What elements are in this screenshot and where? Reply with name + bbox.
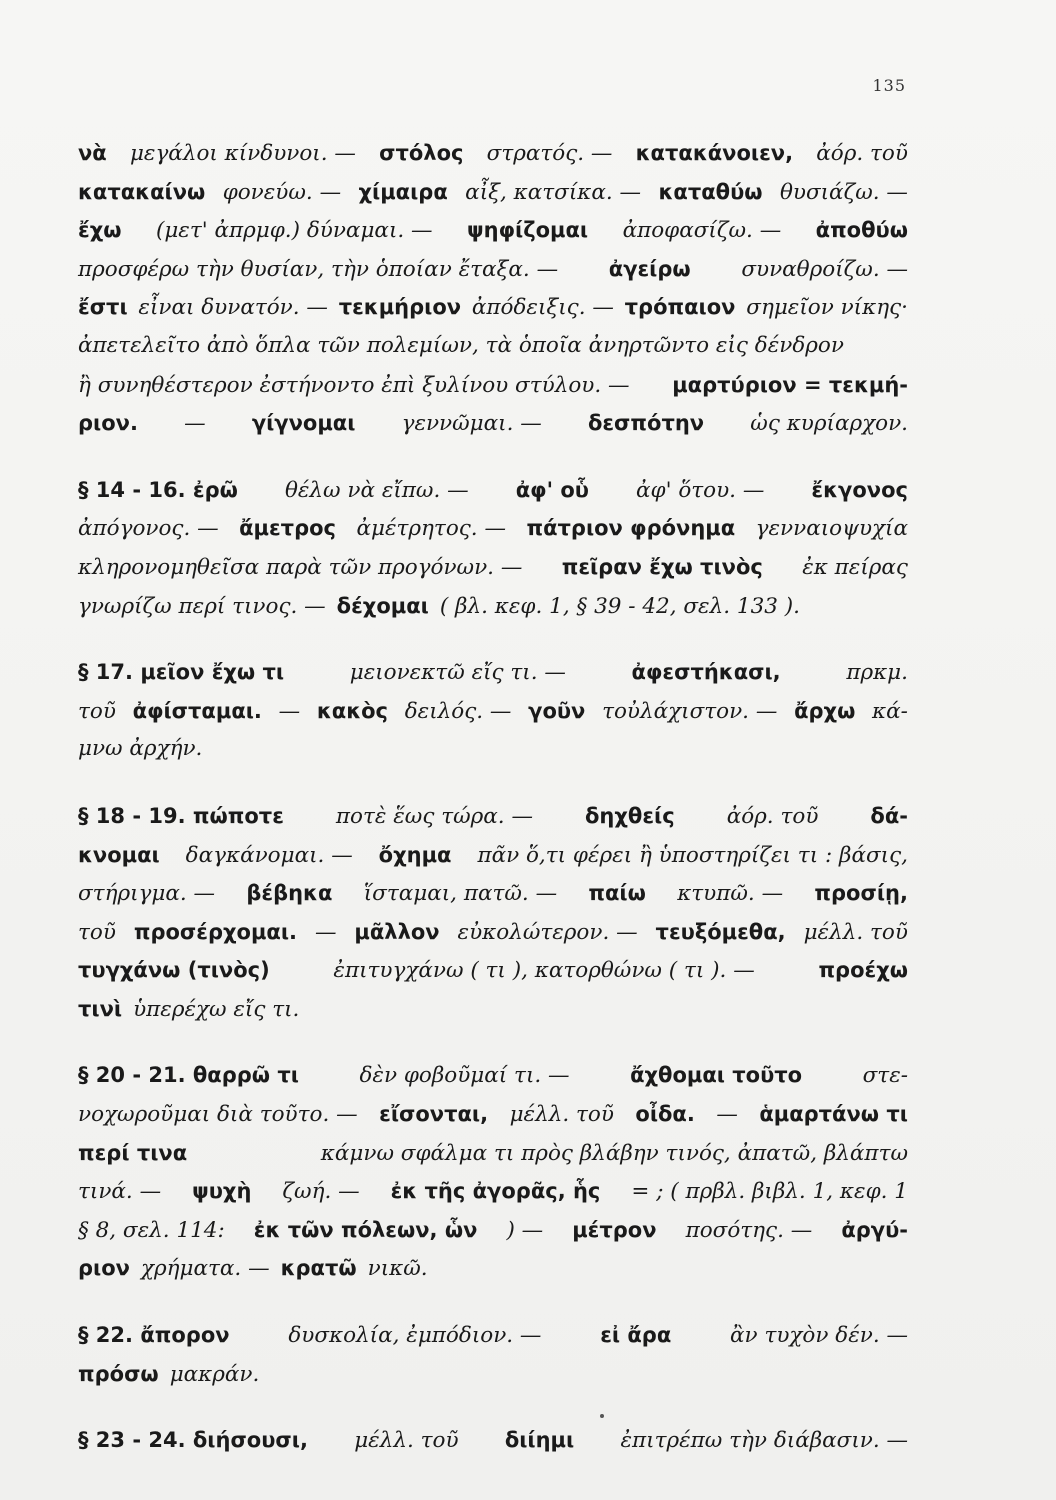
lemma-term: οἶδα. <box>635 1102 695 1127</box>
paragraph-gap <box>78 1028 908 1056</box>
text-line <box>78 797 908 836</box>
definition-text: πᾶν ὅ,τι φέρει ἢ ὑποστηρίζει τι : βάσις, <box>477 842 908 868</box>
definition-text: = ; ( πρβλ. βιβλ. 1, κεφ. 1 <box>631 1179 908 1205</box>
lemma-term: παίω <box>588 881 646 906</box>
definition-text: δὲν φοβοῦμαί τι. — <box>359 1063 570 1089</box>
text-line <box>78 1421 908 1460</box>
text-line <box>78 509 908 548</box>
paragraph-gap <box>78 443 908 471</box>
definition-text: κτυπῶ. — <box>677 881 784 907</box>
text-line <box>78 471 908 510</box>
definition-text: (μετ' ἀπρμφ.) δύναμαι. — <box>155 218 433 244</box>
lemma-term: § 18 - 19. πώποτε <box>78 803 284 828</box>
definition-text: ἀπόδειξις. — <box>471 295 614 321</box>
definition-text: — <box>314 919 337 945</box>
definition-text: χρήματα. — <box>140 1256 270 1282</box>
definition-text: ἀόρ. τοῦ <box>816 141 908 166</box>
lemma-term: κατακάνοιεν, <box>635 141 794 165</box>
glossary-text <box>78 134 908 1460</box>
text-line <box>78 404 908 443</box>
definition-text: μέλλ. τοῦ <box>509 1102 614 1128</box>
lemma-term: ἔχω <box>78 218 122 243</box>
definition-text: ἐκ πείρας <box>802 554 908 580</box>
text-line <box>78 1211 908 1250</box>
lemma-term: δά- <box>870 803 908 828</box>
lemma-term: δέχομαι <box>336 593 429 618</box>
text-line <box>78 1134 908 1173</box>
lemma-term: περί τινα <box>78 1140 188 1165</box>
definition-text: — <box>184 411 206 437</box>
definition-text: σημεῖον νίκης· <box>746 295 908 321</box>
definition-text: ἀπετελεῖτο ἀπὸ ὅπλα τῶν πολεμίων, τὰ ὁποῖα ἀνηρτῶντο εἰς δένδρον <box>78 332 844 358</box>
lemma-term: τεκμήριον <box>338 295 462 320</box>
definition-text: στρατός. — <box>486 141 613 166</box>
lemma-term: § 17. μεῖον ἔχω τι <box>78 660 285 685</box>
lemma-term: ἀφεστήκασι, <box>631 660 781 685</box>
definition-text: φονεύω. — <box>222 179 342 205</box>
definition-text: μέλλ. τοῦ <box>803 919 908 945</box>
text-line <box>78 211 908 250</box>
definition-text: μεγάλοι κίνδυνοι. — <box>129 141 356 166</box>
text-line <box>78 1355 908 1394</box>
definition-text: ( βλ. κεφ. 1, § 39 - 42, σελ. 133 ). <box>439 593 800 619</box>
definition-text: νοχωροῦμαι διὰ τοῦτο. — <box>78 1102 358 1128</box>
lemma-term: κατακαίνω <box>78 179 206 204</box>
definition-text: — <box>278 698 301 724</box>
text-line <box>78 288 908 327</box>
definition-text: αἶξ, κατσίκα. — <box>465 179 642 205</box>
lemma-term: μαρτύριον = τεκμή- <box>672 372 908 397</box>
definition-text: ὡς κυρίαρχον. <box>750 411 908 437</box>
lemma-term: κνομαι <box>78 842 160 867</box>
lemma-term: ἁμαρτάνω τι <box>759 1102 908 1127</box>
lemma-term: διίημι <box>504 1428 575 1453</box>
lemma-term: § 14 - 16. ἐρῶ <box>78 477 238 502</box>
lemma-term: τευξόμεθα, <box>655 919 786 944</box>
definition-text: στε- <box>862 1063 908 1089</box>
definition-text: γνωρίζω περί τινος. — <box>78 593 326 619</box>
definition-text: δαγκάνομαι. — <box>185 842 353 868</box>
lemma-term: βέβηκα <box>246 881 333 906</box>
text-line <box>78 1316 908 1355</box>
lemma-term: ριον <box>78 1256 130 1281</box>
definition-text: ἀποφασίζω. — <box>622 218 782 244</box>
definition-text: ἀόρ. τοῦ <box>726 803 819 829</box>
text-line <box>78 874 908 913</box>
lemma-term: § 23 - 24. διήσουσι, <box>78 1428 308 1453</box>
text-line <box>78 173 908 212</box>
lemma-term: τυγχάνω (τινὸς) <box>78 958 270 983</box>
text-line <box>78 1172 908 1211</box>
definition-text: ἀπόγονος. — <box>78 516 219 542</box>
lemma-term: προσίῃ, <box>814 881 908 906</box>
definition-text: ἢ συνηθέστερον ἐστήνοντο ἐπὶ ξυλίνου στύλου. — <box>78 372 630 398</box>
lemma-term: προέχω <box>818 958 908 983</box>
lemma-term: ψυχὴ <box>192 1179 252 1204</box>
lemma-term: εἴσονται, <box>379 1102 489 1127</box>
lemma-term: νὰ <box>78 141 107 165</box>
text-line <box>78 134 908 173</box>
definition-text: κληρονομηθεῖσα παρὰ τῶν προγόνων. — <box>78 554 523 580</box>
definition-text: νικῶ. <box>367 1256 428 1282</box>
definition-text: εὐκολώτερον. — <box>457 919 638 945</box>
lemma-term: ἀφ' οὗ <box>515 477 589 502</box>
text-line <box>78 587 908 626</box>
definition-text: ποσότης. — <box>685 1217 813 1243</box>
lemma-term: προσέρχομαι. <box>133 919 298 944</box>
lemma-term: καταθύω <box>658 179 763 204</box>
definition-text: ἵσταμαι, πατῶ. — <box>363 881 558 907</box>
lemma-term: § 20 - 21. θαρρῶ τι <box>78 1063 299 1088</box>
text-line <box>78 1095 908 1134</box>
definition-text: κάμνω σφάλμα τι πρὸς βλάβην τινός, ἀπατῶ, βλάπτω <box>320 1140 908 1166</box>
lemma-term: ἐκ τῶν πόλεων, ὧν <box>253 1217 478 1242</box>
text-line <box>78 250 908 289</box>
definition-text: στήριγμα. — <box>78 881 216 907</box>
lemma-term: ἄμετρος <box>239 516 336 541</box>
definition-text: τοὐλάχιστον. — <box>602 698 778 724</box>
definition-text: μνω ἀρχήν. <box>78 736 203 762</box>
lemma-term: γίγνομαι <box>251 411 356 436</box>
lemma-term: ὄχημα <box>378 842 452 867</box>
lemma-term: ἀποθύω <box>815 218 908 243</box>
definition-text: ἀφ' ὅτου. — <box>636 477 765 503</box>
definition-text: συναθροίζω. — <box>741 256 908 282</box>
lemma-term: πεῖραν ἔχω τινὸς <box>561 554 763 579</box>
lemma-term: κρατῶ <box>280 1256 357 1281</box>
lemma-term: μᾶλλον <box>354 919 440 944</box>
definition-text: τοῦ <box>78 698 116 724</box>
definition-text: ἐπιτυγχάνω ( τι ), κατορθώνω ( τι ). — <box>333 958 755 984</box>
paragraph-gap <box>78 1393 908 1421</box>
lemma-term: ἔστι <box>78 295 128 320</box>
definition-text: προσφέρω τὴν θυσίαν, τὴν ὁποίαν ἔταξα. — <box>78 256 559 282</box>
definition-text: ἀμέτρητος. — <box>356 516 506 542</box>
lemma-term: εἰ ἄρα <box>600 1323 672 1348</box>
paragraph-gap <box>78 1288 908 1316</box>
stray-mark <box>600 1414 604 1418</box>
definition-text: μειονεκτῶ εἴς τι. — <box>349 660 566 686</box>
definition-text: θυσιάζω. — <box>779 179 908 205</box>
text-line <box>78 913 908 952</box>
lemma-term: ψηφίζομαι <box>466 218 589 243</box>
definition-text: ) — <box>506 1217 544 1243</box>
definition-text: — <box>716 1102 738 1128</box>
definition-text: δυσκολία, ἐμπόδιον. — <box>288 1323 542 1349</box>
definition-text: μέλλ. τοῦ <box>354 1428 459 1454</box>
definition-text: εἶναι δυνατόν. — <box>138 295 328 321</box>
lemma-term: χίμαιρα <box>358 179 448 204</box>
lemma-term: ριον. <box>78 411 138 436</box>
definition-text: ὑπερέχω εἴς τι. <box>133 996 300 1022</box>
definition-text: τοῦ <box>78 919 116 945</box>
lemma-term: δεσπότην <box>587 411 705 436</box>
lemma-term: τινὶ <box>78 996 123 1021</box>
text-line <box>78 653 908 692</box>
definition-text: ἂν τυχὸν δέν. — <box>730 1323 908 1349</box>
definition-text: ζωή. — <box>282 1179 360 1205</box>
lemma-term: ἄρχω <box>794 698 856 723</box>
text-line <box>78 692 908 731</box>
definition-text: § 8, σελ. 114: <box>78 1217 225 1243</box>
page-number: 135 <box>872 76 906 95</box>
lemma-term: γοῦν <box>528 698 586 723</box>
definition-text: δειλός. — <box>404 698 512 724</box>
text-line <box>78 1056 908 1095</box>
text-line <box>78 548 908 587</box>
lemma-term: ἔκγονος <box>811 477 908 502</box>
paragraph-gap <box>78 769 908 797</box>
lemma-term: κακὸς <box>316 698 388 723</box>
text-line <box>78 327 908 366</box>
definition-text: γενναιοψυχία <box>755 516 908 542</box>
definition-text: μακράν. <box>169 1361 260 1387</box>
lemma-term: § 22. ἄπορον <box>78 1323 230 1348</box>
lemma-term: δηχθείς <box>585 803 675 828</box>
text-line <box>78 836 908 875</box>
definition-text: πρκμ. <box>846 660 908 686</box>
text-line <box>78 990 908 1029</box>
lemma-term: πρόσω <box>78 1361 159 1386</box>
definition-text: θέλω νὰ εἴπω. — <box>284 477 469 503</box>
text-line <box>78 366 908 405</box>
text-line <box>78 1249 908 1288</box>
definition-text: γεννῶμαι. — <box>401 411 542 437</box>
definition-text: τινά. — <box>78 1179 162 1205</box>
lemma-term: ἄχθομαι τοῦτο <box>630 1063 803 1088</box>
paragraph-gap <box>78 625 908 653</box>
definition-text: ἐπιτρέπω τὴν διάβασιν. — <box>620 1428 908 1454</box>
lemma-term: ἀργύ- <box>841 1217 908 1242</box>
text-line <box>78 951 908 990</box>
lemma-term: ἐκ τῆς ἀγορᾶς, ἧς <box>390 1179 601 1204</box>
lemma-term: τρόπαιον <box>624 295 736 320</box>
lemma-term: μέτρον <box>572 1217 657 1242</box>
definition-text: κά- <box>872 698 908 724</box>
lemma-term: πάτριον φρόνημα <box>526 516 736 541</box>
lemma-term: ἀφίσταμαι. <box>132 698 262 723</box>
lemma-term: στόλος <box>379 141 464 165</box>
definition-text: ποτὲ ἕως τώρα. — <box>335 803 533 829</box>
text-line <box>78 730 908 769</box>
lemma-term: ἀγείρω <box>608 256 691 281</box>
